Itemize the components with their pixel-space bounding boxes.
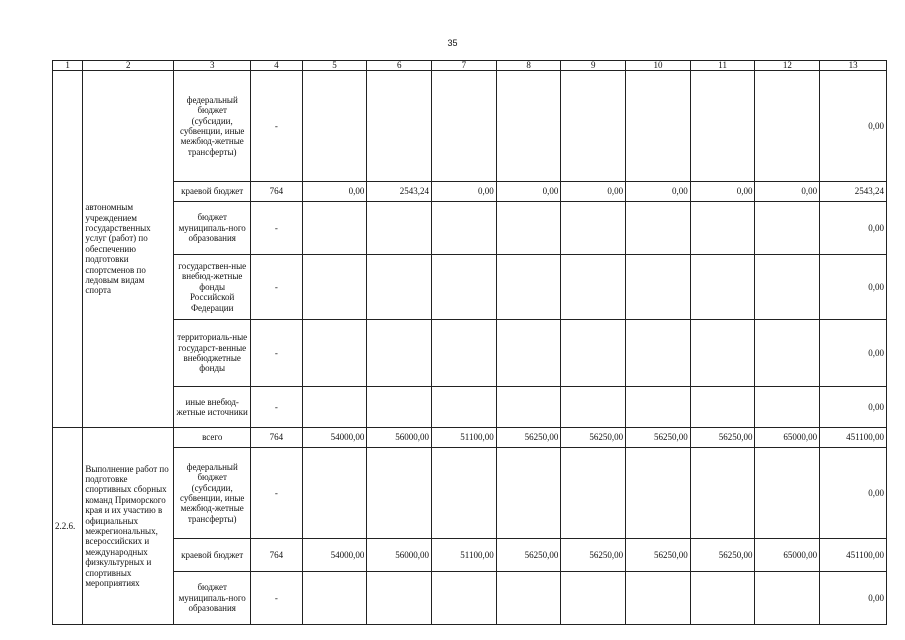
funding-source: бюджет муниципаль-ного образования [174,572,251,625]
item-number [53,71,83,428]
total-cell: 0,00 [820,448,887,539]
column-header: 2 [83,61,174,71]
amount-cell [367,320,432,387]
column-header: 10 [626,61,691,71]
amount-cell [496,572,561,625]
amount-cell [302,255,367,320]
budget-code: - [251,320,303,387]
amount-cell [690,71,755,182]
amount-cell: 0,00 [626,182,691,202]
amount-cell: 56250,00 [626,539,691,572]
amount-cell [561,387,626,428]
column-header: 9 [561,61,626,71]
column-header: 4 [251,61,303,71]
amount-cell [755,202,820,255]
amount-cell [302,572,367,625]
amount-cell [367,202,432,255]
amount-cell [367,448,432,539]
amount-cell [755,255,820,320]
amount-cell [626,320,691,387]
amount-cell [367,255,432,320]
amount-cell: 54000,00 [302,428,367,448]
budget-code: - [251,448,303,539]
amount-cell [432,255,497,320]
amount-cell [690,572,755,625]
amount-cell: 56250,00 [561,539,626,572]
amount-cell [561,448,626,539]
amount-cell [302,71,367,182]
amount-cell: 56250,00 [690,428,755,448]
funding-source: федеральный бюджет (субсидии, субвенции, иные межбюд-жетные трансферты) [174,448,251,539]
amount-cell [432,202,497,255]
amount-cell [626,572,691,625]
amount-cell [561,71,626,182]
amount-cell: 56250,00 [561,428,626,448]
column-header: 12 [755,61,820,71]
amount-cell: 0,00 [432,182,497,202]
amount-cell [626,255,691,320]
table-row [53,428,887,448]
amount-cell: 56250,00 [690,539,755,572]
funding-source: краевой бюджет [174,539,251,572]
amount-cell [302,448,367,539]
header-row [53,61,887,71]
table-row [53,320,887,387]
amount-cell: 56250,00 [496,428,561,448]
table-row [53,387,887,428]
table-row [53,448,887,539]
budget-code: 764 [251,428,303,448]
table-row [53,182,887,202]
page-number: 35 [447,38,458,48]
amount-cell [561,572,626,625]
amount-cell: 0,00 [302,182,367,202]
table-row [53,71,887,182]
table-row [53,255,887,320]
amount-cell [690,320,755,387]
column-header: 3 [174,61,251,71]
funding-source: государствен-ные внебюд-жетные фонды Российской Федерации [174,255,251,320]
amount-cell [496,202,561,255]
amount-cell [302,387,367,428]
funding-source: бюджет муниципаль-ного образования [174,202,251,255]
total-cell: 2543,24 [820,182,887,202]
amount-cell [496,448,561,539]
amount-cell [626,387,691,428]
amount-cell: 56000,00 [367,428,432,448]
amount-cell: 51100,00 [432,539,497,572]
column-header: 13 [820,61,887,71]
amount-cell [367,572,432,625]
amount-cell [626,202,691,255]
budget-code: - [251,572,303,625]
total-cell: 451100,00 [820,428,887,448]
amount-cell: 0,00 [561,182,626,202]
amount-cell [626,71,691,182]
amount-cell: 0,00 [690,182,755,202]
amount-cell: 54000,00 [302,539,367,572]
amount-cell [367,387,432,428]
total-cell: 451100,00 [820,539,887,572]
amount-cell: 56000,00 [367,539,432,572]
amount-cell [690,255,755,320]
total-cell: 0,00 [820,387,887,428]
table-row [53,202,887,255]
amount-cell [302,320,367,387]
amount-cell [432,572,497,625]
column-header: 1 [53,61,83,71]
amount-cell [690,387,755,428]
funding-source: краевой бюджет [174,182,251,202]
column-header: 5 [302,61,367,71]
amount-cell: 0,00 [496,182,561,202]
amount-cell [432,320,497,387]
amount-cell: 2543,24 [367,182,432,202]
amount-cell [561,255,626,320]
budget-code: 764 [251,182,303,202]
total-cell: 0,00 [820,71,887,182]
amount-cell: 56250,00 [496,539,561,572]
column-header: 8 [496,61,561,71]
item-number: 2.2.6. [53,428,83,625]
amount-cell [302,202,367,255]
amount-cell [755,71,820,182]
amount-cell [432,448,497,539]
amount-cell: 65000,00 [755,539,820,572]
funding-source: федеральный бюджет (субсидии, субвенции, иные межбюд-жетные трансферты) [174,71,251,182]
amount-cell: 51100,00 [432,428,497,448]
total-cell: 0,00 [820,320,887,387]
amount-cell [755,448,820,539]
column-header: 11 [690,61,755,71]
amount-cell [496,255,561,320]
amount-cell [432,71,497,182]
budget-code: 764 [251,539,303,572]
table-row [53,572,887,625]
amount-cell: 0,00 [755,182,820,202]
total-cell: 0,00 [820,572,887,625]
amount-cell [496,387,561,428]
funding-source: иные внебюд-жетные источники [174,387,251,428]
column-header: 6 [367,61,432,71]
funding-source: территориаль-ные государст-венные внебюджетные фонды [174,320,251,387]
amount-cell [690,448,755,539]
column-header: 7 [432,61,497,71]
amount-cell [755,572,820,625]
amount-cell [496,71,561,182]
amount-cell [755,320,820,387]
amount-cell [496,320,561,387]
total-cell: 0,00 [820,202,887,255]
total-cell: 0,00 [820,255,887,320]
amount-cell [626,448,691,539]
amount-cell [561,202,626,255]
amount-cell [367,71,432,182]
budget-code: - [251,255,303,320]
amount-cell [690,202,755,255]
table-row [53,539,887,572]
budget-code: - [251,387,303,428]
budget-code: - [251,71,303,182]
funding-source: всего [174,428,251,448]
amount-cell [561,320,626,387]
budget-table [52,60,887,625]
amount-cell: 56250,00 [626,428,691,448]
budget-code: - [251,202,303,255]
amount-cell [755,387,820,428]
amount-cell: 65000,00 [755,428,820,448]
item-name: автономным учреждением государственных услуг (работ) по обеспечению подготовки спортсменов по ледовым видам спорта [83,71,174,428]
item-name: Выполнение работ по подготовке спортивных сборных команд Приморского края и их участию в официальных межрегиональных, всероссийских и международных физкультурных и спортивных мероприятиях [83,428,174,625]
amount-cell [432,387,497,428]
